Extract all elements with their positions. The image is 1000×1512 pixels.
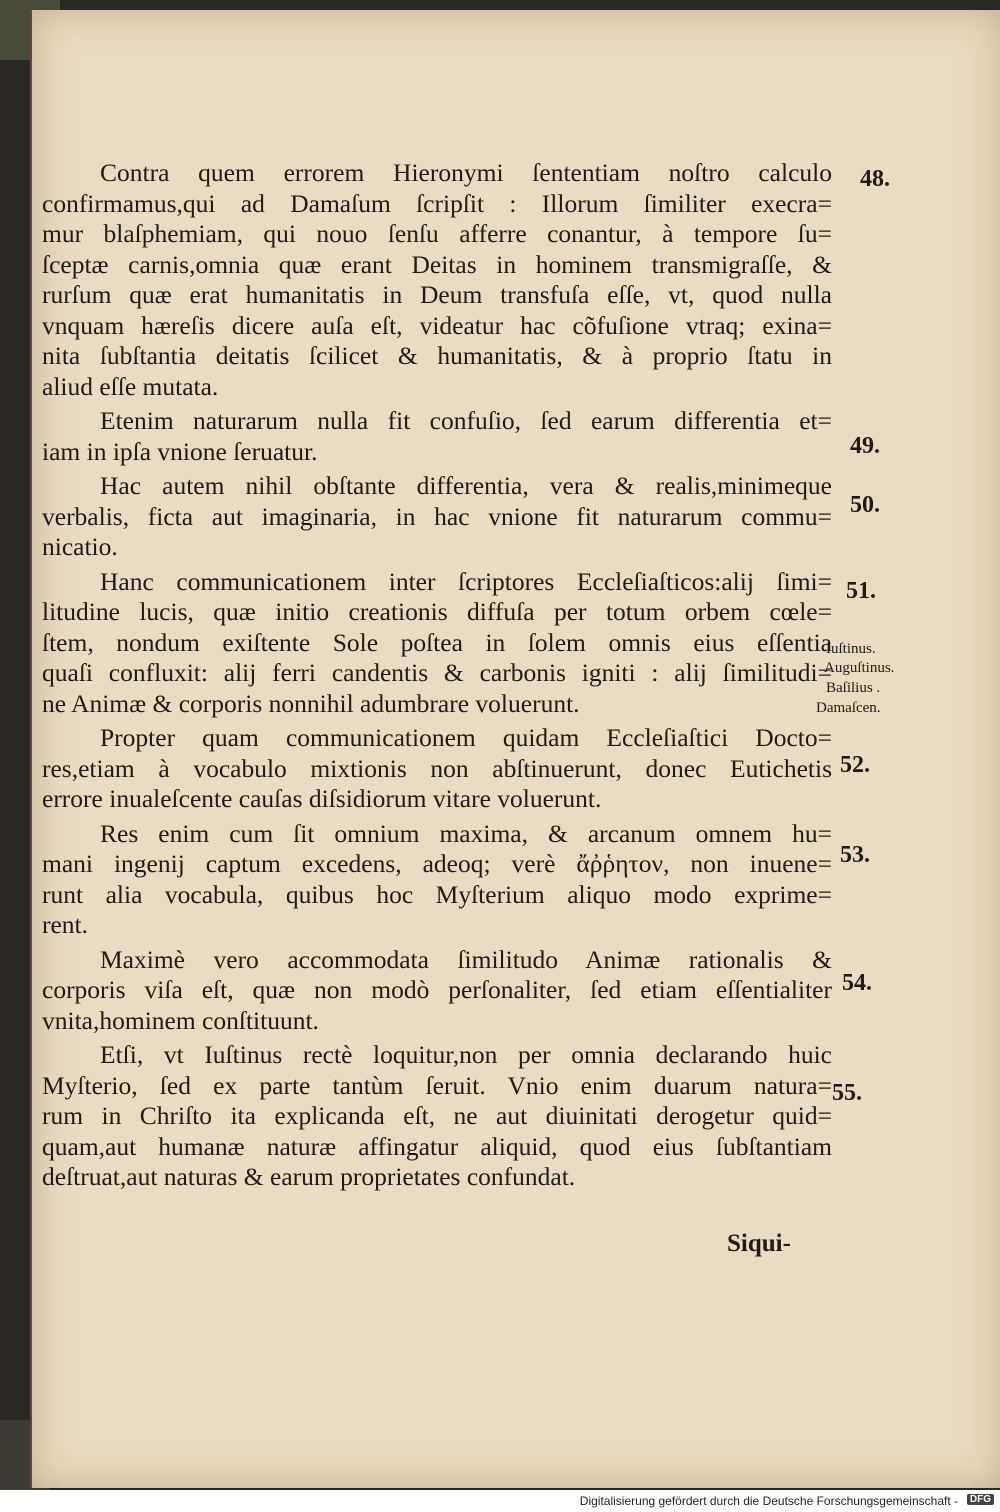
text-line: vnquam hæreſis dicere auſa eſt, videatur hac cõfuſione vtraq; exina= [42, 310, 832, 340]
text-line: mani ingenij captum excedens, adeoq; verè ἄῤῥητον, non inuene= [42, 849, 832, 878]
margin-number: 51. [846, 578, 876, 604]
paragraph [42, 819, 832, 941]
paragraph [42, 1040, 832, 1193]
text-line: litudine lucis, quæ initio creationis diffuſa per totum orbem cœle= [42, 597, 832, 626]
text-line: Res enim cum ſit omnium maxima, & arcanum omnem hu= [100, 818, 832, 848]
text-line: verbalis, ficta aut imaginaria, in hac vnione fit naturarum commu= [42, 501, 832, 531]
text-line: corporis viſa eſt, quæ non modò perſonaliter, ſed etiam eſſentialiter [42, 975, 832, 1004]
text-line: quam,aut humanæ naturæ affingatur aliquid, quod eius ſubſtantiam [42, 1131, 832, 1161]
text-line: runt alia vocabula, quibus hoc Myſterium aliquo modo exprime= [42, 879, 832, 909]
text-line: nita ſubſtantia deitatis ſcilicet & humanitatis, & à proprio ſtatu in [42, 341, 832, 370]
margin-reference: Baſilius . [826, 680, 881, 696]
paragraph [42, 567, 832, 720]
body-text [42, 158, 832, 1197]
funding-credit: Digitalisierung gefördert durch die Deutsche Forschungsgemeinschaft - [579, 1494, 958, 1508]
text-line: aliud eſſe mutata. [42, 371, 219, 401]
text-line: Maximè vero accommodata ſimilitudo Animæ rationalis & [100, 944, 832, 974]
text-line: nicatio. [42, 532, 118, 561]
text-line: Etſi, vt Iuſtinus rectè loquitur,non per omnia declarando huic [100, 1040, 832, 1069]
margin-number: 49. [850, 433, 880, 459]
text-line: ne Animæ & corporis nonnihil adumbrare voluerunt. [42, 688, 580, 718]
paragraph [42, 945, 832, 1037]
paragraph [42, 158, 832, 402]
text-line: Etenim naturarum nulla fit confuſio, ſed earum differentia et= [100, 406, 832, 435]
text-line: deſtruat,aut naturas & earum proprietates confundat. [42, 1162, 576, 1191]
text-line: rurſum quæ erat humanitatis in Deum transfuſa eſſe, vt, quod nulla [42, 280, 832, 309]
dfg-logo: DFG [967, 1494, 994, 1505]
margin-number: 50. [850, 492, 880, 518]
margin-number: 52. [840, 752, 870, 778]
text-line: Hac autem nihil obſtante differentia, vera & realis,minimeque [100, 471, 832, 500]
margin-reference: Iuſtinus. [826, 641, 876, 657]
text-line: Hanc communicationem inter ſcriptores Eccleſiaſticos:alij ſimi= [100, 566, 832, 596]
margin-reference: Damaſcen. [816, 700, 881, 716]
text-line: ſtem, nondum exiſtente Sole poſtea in ſolem omnis eius eſſentia [42, 627, 832, 657]
text-line: vnita,hominem conſtituunt. [42, 1005, 319, 1035]
paragraph [42, 471, 832, 563]
text-line: rum in Chriſto ita explicanda eſt, ne aut diuinitati derogetur quid= [42, 1101, 832, 1130]
text-line: res,etiam à vocabulo mixtionis non abſtinuerunt, donec Eutichetis [42, 753, 832, 783]
text-line: iam in ipſa vnione ſeruatur. [42, 436, 318, 466]
text-line: errore inualeſcente cauſas diſsidiorum vitare voluerunt. [42, 784, 602, 813]
footer-bar [0, 1490, 1000, 1512]
paragraph [42, 406, 832, 467]
text-line: ſceptæ carnis,omnia quæ erant Deitas in hominem transmigraſſe, & [42, 249, 832, 279]
margin-reference: Auguſtinus. [824, 660, 895, 676]
paragraph [42, 723, 832, 815]
text-line: Contra quem errorem Hieronymi ſententiam noſtro calculo [100, 158, 832, 187]
margin-number: 54. [842, 970, 872, 996]
text-line: rent. [42, 910, 89, 939]
margin-column [816, 0, 938, 1490]
text-line: Propter quam communicationem quidam Eccleſiaſtici Docto= [100, 723, 832, 752]
margin-number: 53. [840, 842, 870, 868]
text-line: Myſterio, ſed ex parte tantùm ſeruit. Vnio enim duarum natura= [42, 1070, 832, 1100]
text-line: confirmamus,qui ad Damaſum ſcripſit : Illorum ſimiliter execra= [42, 188, 832, 218]
margin-number: 48. [860, 166, 890, 192]
catchword: Siqui- [727, 1230, 791, 1257]
text-line: quaſi confluxit: alij ferri candentis & carbonis igniti : alij ſimilitudi= [42, 658, 832, 687]
margin-number: 55. [832, 1080, 862, 1106]
text-line: mur blaſphemiam, qui nouo ſenſu afferre conantur, à tempore ſu= [42, 219, 832, 248]
